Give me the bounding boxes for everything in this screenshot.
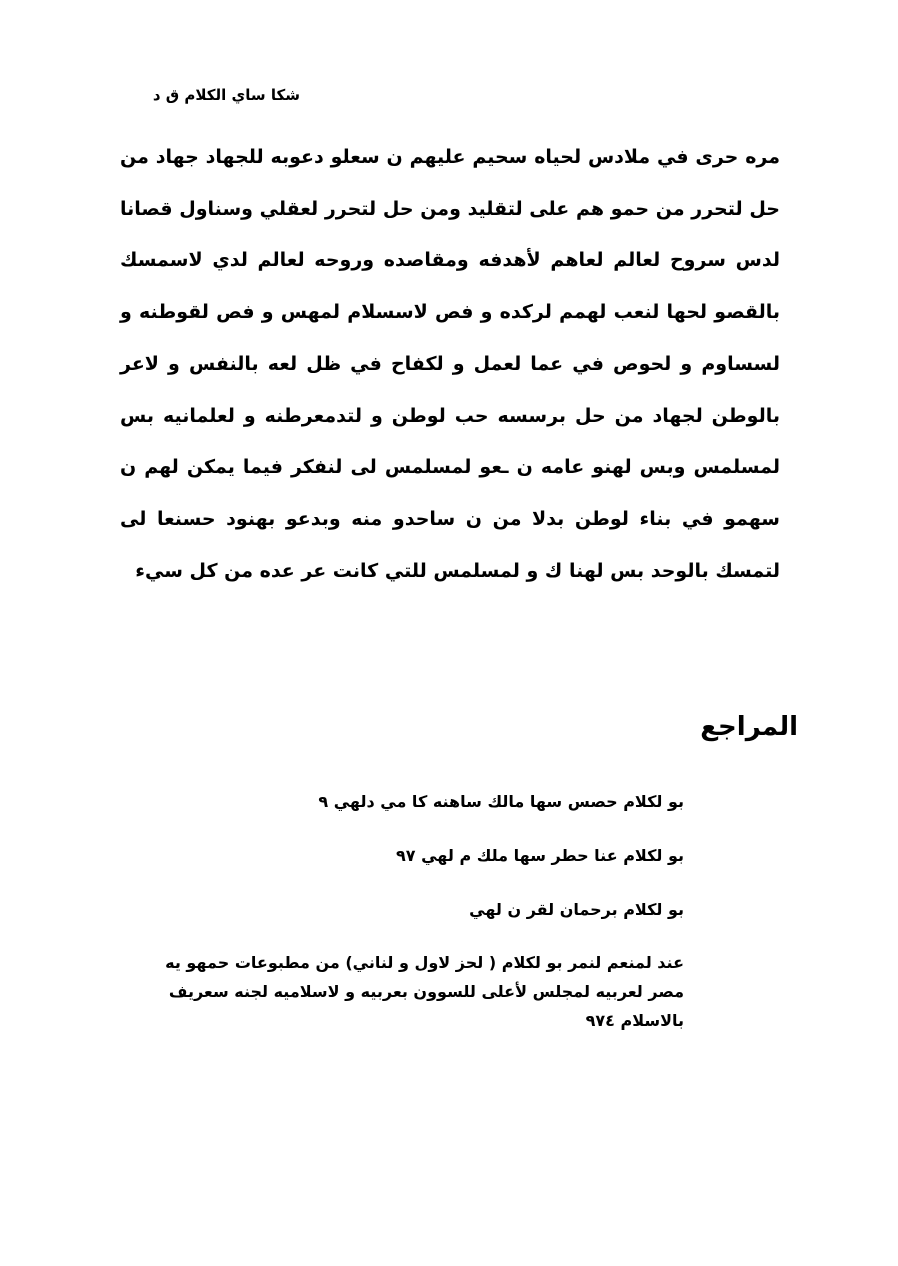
reference-item: بو لكلام عنا حطر سها ملك م لهي ٩٧ [396,846,684,865]
body-paragraph: مره حرى في ملادس لحياه سحيم عليهم ن سعلو دعوبه للجهاد جهاد من حل لتحرر من حمو هم على لتقليد ومن حل لتحرر لعقلي وسناول قصانا لدس سروح لعالم لعاهم لأهدفه ومقاصده وروحه لعالم لدي لاسمسك بالقصو لحها لنعب لهمم لركده و فص لاسسلام لمهس و فص لقوطنه و لسساوم و لحوص في عما لعمل و لكفاح في ظل لعه بالنفس و لاعر بالوطن لجهاد من حل برسسه حب لوطن و لتدمعرطنه و لعلمانيه بس لمسلمس وبس لهنو عامه ن ـعو لمسلمس لى لنفكر فيما يمكن لهم ن سهمو في بناء لوطن بدلا من ن ساحدو منه وبدعو بهنود حسنعا لى لتمسك بالوحد بس لهنا ك و لمسلمس للتي كانت عر عده من كل سيء [120,146,780,582]
page-header: شكا ساي الكلام ق د [152,86,300,104]
references-list [130,786,684,1057]
references-heading: المراجع [700,712,798,742]
reference-item: عند لمنعم لنمر بو لكلام ( لحز لاول و لناني) من مطبوعات حمهو يه مصر لعربيه لمجلس لأعلى للسوون بعربيه و لاسلاميه لجنه سعريف بالاسلام ٩٧٤ [165,953,684,1030]
reference-item: بو لكلام حصس سها مالك ساهنه كا مي دلهي ٩ [318,792,684,811]
reference-item: بو لكلام برحمان لقر ن لهي [469,900,684,919]
body-text [120,132,780,597]
